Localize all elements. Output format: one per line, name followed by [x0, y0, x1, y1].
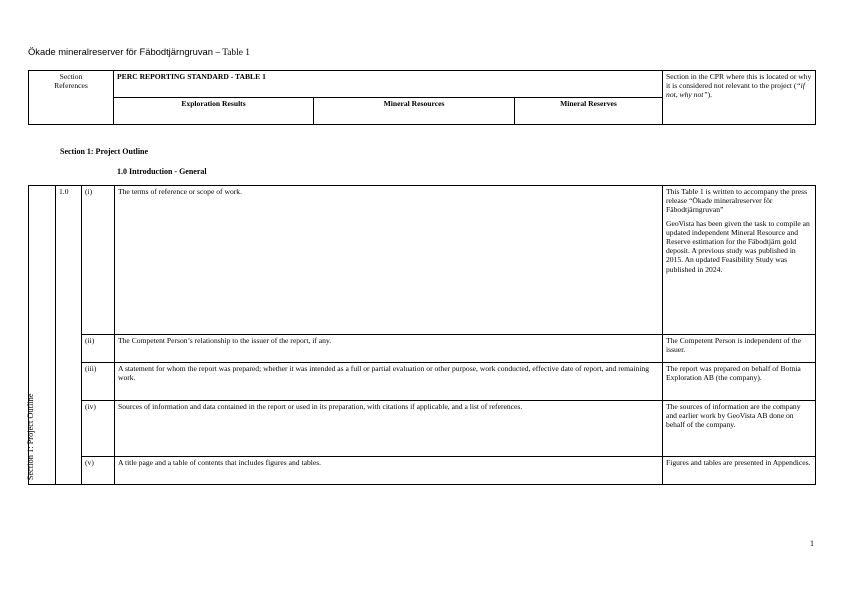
row-roman: (iii)	[82, 363, 115, 401]
row-response	[663, 186, 816, 335]
page-number: 1	[810, 539, 814, 548]
vertical-section-label: Section 1: Project Outline	[25, 393, 35, 480]
row-response: Figures and tables are presented in Appendices.	[663, 457, 816, 485]
table-row	[29, 363, 816, 401]
row-roman: (ii)	[82, 335, 115, 363]
row-roman: (v)	[82, 457, 115, 485]
row-response-extra: GeoVista has been given the task to compile an updated independent Mineral Resource and Reserve estimation for the Fäbodtjärn gold deposit. A previous study was published in 2015. An updated Feasibility Study was published in 2024.	[666, 218, 810, 274]
table-row	[29, 186, 816, 335]
row-roman: (i)	[82, 186, 115, 335]
column-exploration-results: Exploration Results	[114, 98, 314, 125]
table-row	[29, 457, 816, 485]
row-requirement: The terms of reference or scope of work.	[115, 186, 663, 335]
row-response-text: This Table 1 is written to accompany the press release “Ökade mineralreserver för Fäbodtjärngruvan”	[666, 187, 808, 215]
section-references-cell	[29, 71, 114, 125]
section-references-label: Section References	[54, 72, 88, 91]
vertical-section-label-cell	[25, 186, 56, 485]
row-roman: (iv)	[82, 401, 115, 457]
column-mineral-reserves: Mineral Reserves	[515, 98, 663, 125]
column-mineral-resources: Mineral Resources	[314, 98, 515, 125]
table-row	[29, 335, 816, 363]
section-table	[25, 185, 816, 485]
section-subheading: 1.0 Introduction - General	[117, 167, 207, 176]
document-title	[28, 46, 250, 58]
document-title-suffix: – Table 1	[212, 48, 250, 58]
row-requirement: A statement for whom the report was prepared; whether it was intended as a full or partial evaluation or other purpose, work conducted, effective date of report, and remaining work.	[115, 363, 663, 401]
row-requirement: Sources of information and data contained in the report or used in its preparation, with citations if applicable, and a list of references.	[115, 401, 663, 457]
cpr-note-suffix: ).	[707, 90, 713, 100]
row-response: The sources of information are the company and earlier work by GeoVista AB done on behalf of the company.	[663, 401, 816, 457]
row-requirement: The Competent Person’s relationship to the issuer of the report, if any.	[115, 335, 663, 363]
cpr-note-italic: “if not, why not”	[666, 81, 805, 100]
standard-title: PERC REPORTING STANDARD - TABLE 1	[114, 71, 663, 98]
cpr-note	[663, 71, 816, 125]
section-heading: Section 1: Project Outline	[60, 147, 149, 156]
row-requirement: A title page and a table of contents that includes figures and tables.	[115, 457, 663, 485]
row-response: The report was prepared on behalf of Botnia Exploration AB (the company).	[663, 363, 816, 401]
document-title-main: Ökade mineralreserver för Fäbodtjärngruvan	[28, 46, 213, 57]
row-response: The Competent Person is independent of the issuer.	[663, 335, 816, 363]
header-table	[28, 70, 816, 125]
cpr-note-prefix: Section in the CPR where this is located or why it is considered not relevant to the project (	[666, 72, 812, 91]
table-row	[29, 401, 816, 457]
section-number: 1.0	[56, 186, 82, 485]
